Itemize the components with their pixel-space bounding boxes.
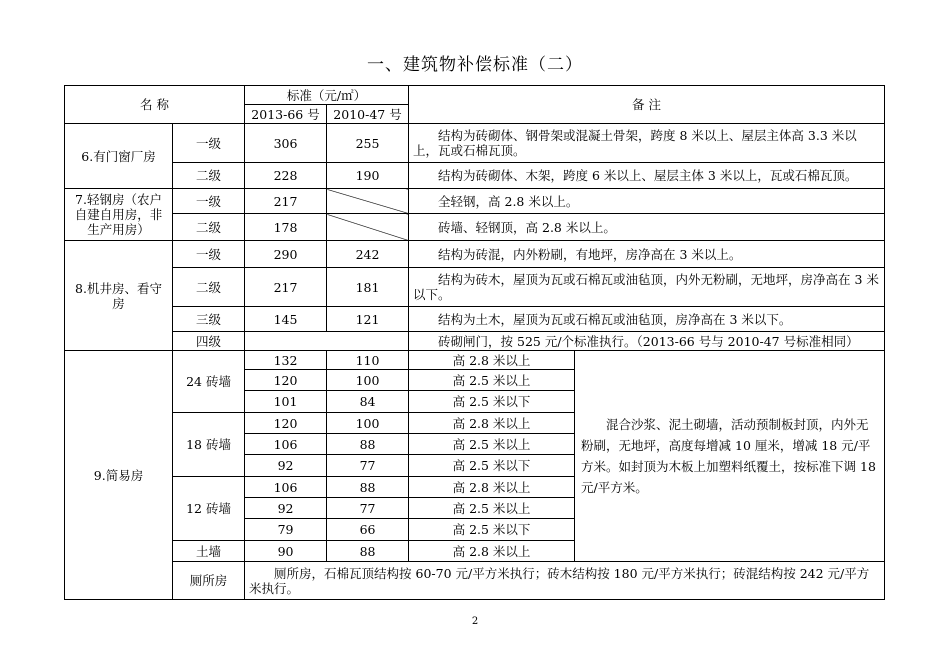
- wall-type-24: 24 砖墙: [173, 351, 245, 413]
- value-2010-cell: 66: [327, 519, 409, 541]
- header-standard: 标准（元/㎡）: [245, 86, 409, 105]
- empty-value-cell: [245, 332, 409, 351]
- table-row: [65, 124, 885, 163]
- table-row: [65, 189, 885, 214]
- value-2013-cell: 217: [245, 268, 327, 307]
- header-note: 备 注: [409, 86, 885, 124]
- value-2010-cell: 84: [327, 391, 409, 413]
- value-2010-cell: 88: [327, 541, 409, 562]
- table-row: [65, 562, 885, 600]
- value-2013-cell: 120: [245, 370, 327, 391]
- not-applicable-cell: [327, 214, 409, 241]
- level-cell: 一级: [173, 241, 245, 268]
- value-2010-cell: 110: [327, 351, 409, 370]
- height-cell: 高 2.8 米以上: [409, 413, 575, 434]
- level-cell: 二级: [173, 214, 245, 241]
- height-cell: 高 2.8 米以上: [409, 477, 575, 498]
- not-applicable-cell: [327, 189, 409, 214]
- height-cell: 高 2.8 米以上: [409, 351, 575, 370]
- height-cell: 高 2.5 米以上: [409, 370, 575, 391]
- height-cell: 高 2.5 米以下: [409, 519, 575, 541]
- header-name: 名 称: [65, 86, 245, 124]
- value-2013-cell: 92: [245, 455, 327, 477]
- level-cell: 四级: [173, 332, 245, 351]
- header-col-2010: 2010-47 号: [327, 105, 409, 124]
- level-cell: 二级: [173, 268, 245, 307]
- value-2010-cell: 77: [327, 498, 409, 519]
- value-2010-cell: 88: [327, 434, 409, 455]
- table-row: [65, 268, 885, 307]
- wall-type-18: 18 砖墙: [173, 413, 245, 477]
- value-2010-cell: 77: [327, 455, 409, 477]
- value-2013-cell: 92: [245, 498, 327, 519]
- wall-type-earth: 土墙: [173, 541, 245, 562]
- value-2013-cell: 101: [245, 391, 327, 413]
- table-row: [65, 163, 885, 189]
- value-2010-cell: 181: [327, 268, 409, 307]
- note-cell: 结构为砖木，屋顶为瓦或石棉瓦或油毡顶，内外无粉刷，无地坪，房净高在 3 米以下。: [409, 268, 885, 307]
- value-2010-cell: 121: [327, 307, 409, 332]
- table-row: [65, 241, 885, 268]
- group-6-name: 6.有门窗厂房: [65, 124, 173, 189]
- header-col-2013: 2013-66 号: [245, 105, 327, 124]
- value-2013-cell: 290: [245, 241, 327, 268]
- value-2013-cell: 306: [245, 124, 327, 163]
- table-row: [65, 332, 885, 351]
- compensation-table: [64, 85, 885, 600]
- table-row: [65, 351, 885, 370]
- note-cell: 全轻钢，高 2.8 米以上。: [409, 189, 885, 214]
- value-2010-cell: 255: [327, 124, 409, 163]
- height-cell: 高 2.8 米以上: [409, 541, 575, 562]
- note-cell: 结构为砖砌体、木架，跨度 6 米以上、屋层主体 3 米以上，瓦或石棉瓦顶。: [409, 163, 885, 189]
- level-cell: 一级: [173, 189, 245, 214]
- value-2013-cell: 120: [245, 413, 327, 434]
- value-2010-cell: 100: [327, 413, 409, 434]
- toilet-house-label: 厕所房: [173, 562, 245, 600]
- value-2010-cell: 88: [327, 477, 409, 498]
- value-2013-cell: 106: [245, 477, 327, 498]
- group-7-name: 7.轻钢房（农户自建自用房，非生产用房）: [65, 189, 173, 241]
- height-cell: 高 2.5 米以上: [409, 434, 575, 455]
- value-2013-cell: 90: [245, 541, 327, 562]
- page-number: 2: [471, 616, 479, 627]
- wall-type-12: 12 砖墙: [173, 477, 245, 541]
- value-2010-cell: 190: [327, 163, 409, 189]
- value-2010-cell: 242: [327, 241, 409, 268]
- height-cell: 高 2.5 米以下: [409, 455, 575, 477]
- level-cell: 二级: [173, 163, 245, 189]
- note-cell: 结构为砖砌体、钢骨架或混凝土骨架，跨度 8 米以上、屋层主体高 3.3 米以上，瓦或石棉瓦顶。: [409, 124, 885, 163]
- table-row: [65, 214, 885, 241]
- value-2013-cell: 132: [245, 351, 327, 370]
- value-2013-cell: 79: [245, 519, 327, 541]
- value-2013-cell: 228: [245, 163, 327, 189]
- group-9-name: 9.简易房: [65, 351, 173, 600]
- value-2013-cell: 178: [245, 214, 327, 241]
- simple-house-note: 混合沙浆、泥土砌墙，活动预制板封顶，内外无粉刷，无地坪，高度每增减 10 厘米，增减 18 元/平方米。如封顶为木板上加塑料纸覆土，按标准下调 18 元/平方米。: [575, 351, 885, 562]
- note-cell: 砖墙、轻钢顶，高 2.8 米以上。: [409, 214, 885, 241]
- toilet-house-note: 厕所房，石棉瓦顶结构按 60-70 元/平方米执行；砖木结构按 180 元/平方米执行；砖混结构按 242 元/平方米执行。: [245, 562, 885, 600]
- note-cell: 结构为土木，屋顶为瓦或石棉瓦或油毡顶，房净高在 3 米以下。: [409, 307, 885, 332]
- height-cell: 高 2.5 米以下: [409, 391, 575, 413]
- note-cell: 结构为砖混，内外粉刷，有地坪，房净高在 3 米以上。: [409, 241, 885, 268]
- value-2013-cell: 106: [245, 434, 327, 455]
- page-title: 一、建筑物补偿标准（二）: [367, 55, 583, 75]
- group-8-name: 8.机井房、看守房: [65, 241, 173, 351]
- note-cell: 砖砌闸门，按 525 元/个标准执行。（2013-66 号与 2010-47 号标准相同）: [409, 332, 885, 351]
- value-2010-cell: 100: [327, 370, 409, 391]
- table-row: [65, 307, 885, 332]
- value-2013-cell: 217: [245, 189, 327, 214]
- level-cell: 三级: [173, 307, 245, 332]
- level-cell: 一级: [173, 124, 245, 163]
- height-cell: 高 2.5 米以上: [409, 498, 575, 519]
- value-2013-cell: 145: [245, 307, 327, 332]
